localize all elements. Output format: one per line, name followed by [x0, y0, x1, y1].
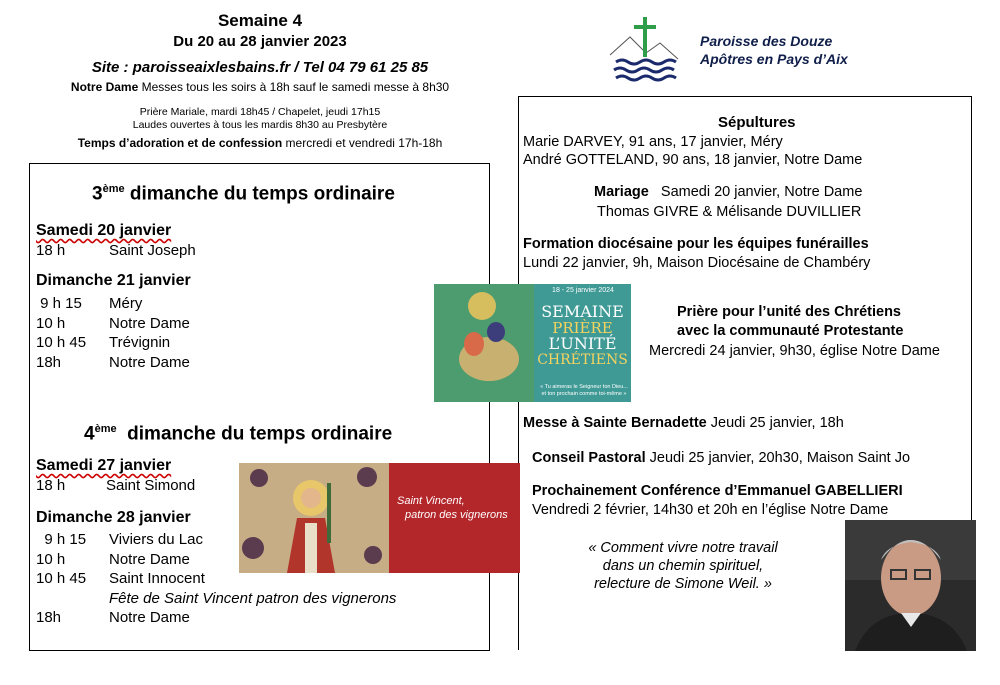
sunday4-sup: ème — [94, 423, 117, 435]
conference-quote — [548, 539, 818, 593]
unity-prayer-title-1: Prière pour l’unité des Chrétiens — [677, 304, 901, 320]
poster-word-1: SEMAINE — [541, 302, 624, 321]
messe-bernadette-line — [523, 415, 844, 431]
poster-title — [534, 304, 631, 368]
mass-place: Notre Dame — [109, 550, 190, 568]
mass-place: Méry — [109, 295, 143, 312]
mass-time: 18 h — [36, 242, 66, 259]
week-title: Semaine 4 — [217, 11, 303, 30]
mariage-label: Mariage — [594, 184, 649, 200]
mass-time: 10 h — [36, 550, 66, 568]
mariage-text: Samedi 20 janvier, Notre Dame — [648, 184, 863, 200]
mass-row — [36, 334, 190, 354]
mariage-line — [594, 184, 862, 200]
sunday3-sunday-list — [36, 295, 190, 373]
adoration-line — [30, 136, 490, 150]
banner-text — [397, 494, 517, 522]
week-dates: Du 20 au 28 janvier 2023 — [173, 33, 347, 50]
mass-place: Saint Joseph — [109, 242, 196, 259]
adoration-label: Temps d’adoration et de confession — [77, 136, 283, 150]
sepulture-entry-1: Marie DARVEY, 91 ans, 17 janvier, Méry — [523, 134, 783, 150]
sunday3-title-text: dimanche du temps ordinaire — [124, 183, 395, 205]
poster-date: 18 - 25 janvier 2024 — [552, 287, 614, 294]
mass-place: Notre Dame — [109, 314, 190, 332]
unity-prayer-text: Mercredi 24 janvier, 9h30, église Notre Dame — [649, 343, 940, 359]
parish-name-line-1: Paroisse des Douze — [700, 33, 833, 49]
parish-name — [700, 32, 900, 68]
sunday3-title — [92, 183, 395, 205]
quote-line-1: « Comment vivre notre travail — [588, 540, 778, 556]
mass-row — [36, 315, 190, 335]
mass-place: Viviers du Lac — [109, 531, 203, 548]
poster-word-3: L’UNITÉ — [548, 334, 617, 353]
sunday4-saturday-list — [36, 477, 195, 497]
conseil-text: Jeudi 25 janvier, 20h30, Maison Saint Jo — [645, 450, 911, 466]
sunday3-saturday-label: Samedi 20 janvier — [36, 222, 172, 239]
parish-logo — [608, 15, 688, 85]
sunday3-saturday-list — [36, 242, 196, 262]
adoration-text: mercredi et vendredi 17h-18h — [282, 136, 443, 150]
mass-time: 18h — [36, 609, 62, 626]
mass-time: 10 h — [36, 314, 66, 332]
mass-time: 9 h 15 — [36, 531, 87, 548]
unity-prayer-title-2: avec la communauté Protestante — [677, 323, 904, 339]
mass-row — [36, 295, 190, 315]
poster-word-2: PRIÈRE — [552, 319, 613, 337]
mass-place: Saint Simond — [106, 477, 196, 494]
quote-line-2: dans un chemin spirituel, — [602, 558, 764, 574]
notre-dame-masses — [30, 80, 490, 94]
sunday4-title-text: dimanche du temps ordinaire — [116, 423, 393, 445]
mass-place: Trévignin — [109, 334, 171, 351]
formation-text: Lundi 22 janvier, 9h, Maison Diocésaine de Chambéry — [523, 255, 871, 271]
feast-note: Fête de Saint Vincent patron des vignerons — [109, 589, 397, 607]
sunday4-title — [84, 423, 392, 445]
conference-text: Vendredi 2 février, 14h30 et 20h en l’église Notre Dame — [532, 502, 889, 518]
sunday4-sunday-label: Dimanche 28 janvier — [36, 509, 191, 526]
conseil-pastoral-line — [532, 450, 910, 466]
sunday3-sunday-label: Dimanche 21 janvier — [36, 272, 191, 289]
prayer-line-1: Prière Mariale, mardi 18h45 / Chapelet, jeudi 17h15 — [139, 106, 381, 118]
sunday3-number: 3 — [92, 183, 103, 205]
mass-time: 18h — [36, 353, 62, 371]
mass-place: Notre Dame — [109, 609, 190, 626]
banner-line-2: patron des vignerons — [405, 509, 508, 521]
messe-label: Messe à Sainte Bernadette — [523, 415, 707, 431]
banner-line-1: Saint Vincent, — [397, 495, 465, 507]
formation-title: Formation diocésaine pour les équipes funérailles — [523, 236, 869, 252]
mass-time: 18 h — [36, 477, 66, 494]
prayer-schedule — [60, 106, 460, 132]
sunday4-saturday-label: Samedi 27 janvier — [36, 457, 172, 474]
mariage-names: Thomas GIVRE & Mélisande DUVILLIER — [597, 204, 862, 220]
site-and-phone: Site : paroisseaixlesbains.fr / Tel 04 79 61 25 85 — [91, 59, 429, 76]
notre-dame-text: Messes tous les soirs à 18h sauf le samedi messe à 8h30 — [138, 80, 450, 94]
parish-name-line-2: Apôtres en Pays d’Aix — [700, 51, 848, 67]
mass-row — [36, 242, 196, 262]
unity-week-poster — [434, 284, 631, 402]
prayer-line-2: Laudes ouvertes à tous les mardis 8h30 au Presbytère — [132, 119, 388, 131]
mass-time: 10 h 45 — [36, 334, 87, 351]
quote-line-3: relecture de Simone Weil. » — [594, 576, 772, 592]
conseil-label: Conseil Pastoral — [532, 450, 646, 466]
sunday4-number: 4 — [84, 423, 95, 445]
mass-time: 10 h 45 — [36, 570, 87, 587]
sunday3-sup: ème — [102, 183, 125, 195]
poster-caption: « Tu aimeras le Seigneur ton Dieu... et ton prochain comme toi-même » — [540, 384, 628, 397]
poster-word-4: CHRÉTIENS — [537, 352, 628, 368]
mass-place: Notre Dame — [109, 353, 190, 371]
mass-row — [36, 609, 396, 629]
sepulture-entry-2: André GOTTELAND, 90 ans, 18 janvier, Notre Dame — [523, 152, 863, 168]
mass-row — [36, 477, 195, 497]
cross-waves-icon — [608, 15, 688, 85]
mass-place: Saint Innocent — [109, 570, 205, 587]
saint-vincent-banner — [239, 463, 520, 573]
speaker-portrait — [845, 520, 976, 651]
conference-title: Prochainement Conférence d’Emmanuel GABELLIERI — [532, 483, 903, 499]
mass-time: 9 h 15 — [36, 295, 82, 312]
notre-dame-label: Notre Dame — [70, 80, 139, 94]
messe-text: Jeudi 25 janvier, 18h — [706, 415, 844, 431]
mass-row — [36, 354, 190, 374]
sepultures-title: Sépultures — [718, 114, 796, 131]
